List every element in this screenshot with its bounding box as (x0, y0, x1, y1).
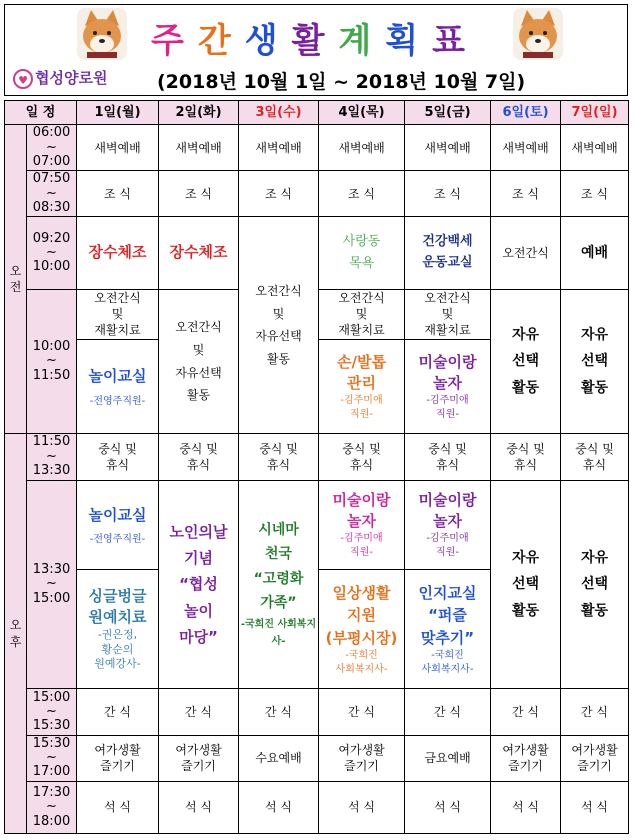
activity-cell: 새벽예배 (319, 125, 405, 171)
activity-cell: 사랑동 목욕 (319, 217, 405, 289)
pm-label: 오 후 (5, 434, 27, 834)
day-thu: 4일(목) (319, 101, 405, 125)
activity-cell: 새벽예배 (561, 125, 629, 171)
activity-cell: 중식 및 휴식 (405, 434, 491, 480)
activity-cell: 예배 (561, 217, 629, 289)
schedule-title (115, 13, 515, 62)
activity-cell: 새벽예배 (77, 125, 159, 171)
table-row (5, 781, 629, 833)
activity-cell: 새벽예배 (405, 125, 491, 171)
activity-cell: 노인의날 기념 “협성 놀이 마당” (159, 480, 239, 689)
activity-cell: 건강백세 운동교실 (405, 217, 491, 289)
activity-cell: 석 식 (239, 781, 319, 833)
day-mon: 1일(월) (77, 101, 159, 125)
day-sat: 6일(토) (491, 101, 561, 125)
activity-cell: 장수체조 (77, 217, 159, 289)
activity-cell: 놀이교실 -전영주직원- 싱글벙글 원예치료 -권은정, 황순의 원예강사- (77, 480, 159, 689)
table-row (5, 125, 629, 171)
activity-cell: 석 식 (491, 781, 561, 833)
time-cell: 15:30 ~ 17:00 (27, 735, 77, 781)
activity-cell: 여가생활 즐기기 (77, 735, 159, 781)
table-row (5, 480, 629, 689)
am-label: 오 전 (5, 125, 27, 434)
activity-cell: 석 식 (319, 781, 405, 833)
time-cell: 17:30 ~ 18:00 (27, 781, 77, 833)
activity-cell: 조 식 (319, 171, 405, 217)
table-row (5, 434, 629, 480)
time-cell: 13:30 ~ 15:00 (27, 480, 77, 689)
day-header-row (5, 101, 629, 125)
activity-cell: 조 식 (405, 171, 491, 217)
table-row (5, 689, 629, 735)
activity-cell: 오전간식 및 자유선택 활동 (159, 289, 239, 434)
activity-cell: 석 식 (405, 781, 491, 833)
activity-cell: 중식 및 휴식 (561, 434, 629, 480)
activity-cell: 조 식 (77, 171, 159, 217)
title-char: 계 (338, 21, 386, 61)
activity-cell: 손/발톱 관리 -김주미애 직원- (319, 339, 405, 433)
org-logo (13, 67, 107, 89)
activity-cell: 중식 및 휴식 (491, 434, 561, 480)
time-cell: 09:20 ~ 10:00 (27, 217, 77, 289)
schedule-header (4, 4, 628, 96)
activity-cell: 자유 선택 활동 (561, 480, 629, 689)
activity-cell: 시네마 천국 “고령화 가족” -국희진 사회복지사- (239, 480, 319, 689)
activity-cell: 오전간식 (491, 217, 561, 289)
activity-cell: 오전간식 및 재활치료 (405, 289, 491, 339)
schedule-label: 일 정 (5, 101, 77, 125)
title-char: 생 (244, 21, 292, 61)
weekly-schedule-table (4, 100, 629, 834)
table-row (5, 735, 629, 781)
activity-cell: 조 식 (239, 171, 319, 217)
activity-cell: 간 식 (239, 689, 319, 735)
activity-cell: 새벽예배 (159, 125, 239, 171)
activity-cell: 금요예배 (405, 735, 491, 781)
day-wed: 3일(수) (239, 101, 319, 125)
title-char: 표 (432, 21, 479, 61)
activity-cell: 중식 및 휴식 (239, 434, 319, 480)
activity-cell: 간 식 (561, 689, 629, 735)
activity-cell: 장수체조 (159, 217, 239, 289)
activity-cell: 미술이랑 놀자 -김주미애 직원- 일상생활 지원 (부평시장) -국희진 사회복지사- (319, 480, 405, 689)
time-cell: 11:50 ~ 13:30 (27, 434, 77, 480)
activity-cell: 미술이랑 놀자 -김주미애 직원- (405, 339, 491, 433)
activity-cell: 오전간식 및 재활치료 (77, 289, 159, 339)
activity-cell: 여가생활 즐기기 (561, 735, 629, 781)
activity-cell: 간 식 (405, 689, 491, 735)
activity-cell: 여가생활 즐기기 (491, 735, 561, 781)
activity-cell: 조 식 (159, 171, 239, 217)
activity-cell: 수요예배 (239, 735, 319, 781)
day-sun: 7일(일) (561, 101, 629, 125)
activity-cell: 자유 선택 활동 (491, 480, 561, 689)
activity-cell: 간 식 (159, 689, 239, 735)
table-row (5, 217, 629, 289)
time-cell: 10:00 ~ 11:50 (27, 289, 77, 434)
activity-cell: 간 식 (77, 689, 159, 735)
activity-cell: 조 식 (561, 171, 629, 217)
activity-cell: 간 식 (491, 689, 561, 735)
day-fri: 5일(금) (405, 101, 491, 125)
shiba-dog-image-right (513, 8, 563, 60)
activity-cell: 새벽예배 (239, 125, 319, 171)
activity-cell: 석 식 (159, 781, 239, 833)
title-char: 주 (150, 21, 198, 61)
table-row (5, 171, 629, 217)
heart-logo-icon: ♥ (13, 69, 33, 89)
activity-cell: 간 식 (319, 689, 405, 735)
title-char: 활 (291, 21, 339, 61)
activity-cell: 자유 선택 활동 (491, 289, 561, 434)
title-char: 간 (197, 21, 245, 61)
activity-cell: 중식 및 휴식 (319, 434, 405, 480)
time-cell: 15:00 ~ 15:30 (27, 689, 77, 735)
activity-cell: 자유 선택 활동 (561, 289, 629, 434)
activity-cell: 석 식 (77, 781, 159, 833)
activity-cell: 미술이랑 놀자 -김주미애 직원- 인지교실 “퍼즐 맞추기” -국희진 사회복지사- (405, 480, 491, 689)
activity-cell: 중식 및 휴식 (77, 434, 159, 480)
time-cell: 06:00 ~ 07:00 (27, 125, 77, 171)
schedule-period: (2018년 10월 1일 ~ 2018년 10월 7일) (157, 71, 526, 93)
title-char: 획 (385, 21, 433, 61)
activity-cell: 놀이교실 -전영주직원- (77, 339, 159, 433)
activity-cell: 석 식 (561, 781, 629, 833)
activity-cell: 오전간식 및 자유선택 활동 (239, 217, 319, 434)
activity-cell: 새벽예배 (491, 125, 561, 171)
activity-cell: 오전간식 및 재활치료 (319, 289, 405, 339)
activity-cell: 여가생활 즐기기 (319, 735, 405, 781)
time-cell: 07:50 ~ 08:30 (27, 171, 77, 217)
org-name: 협성양로원 (35, 69, 108, 87)
activity-cell: 여가생활 즐기기 (159, 735, 239, 781)
activity-cell: 중식 및 휴식 (159, 434, 239, 480)
day-tue: 2일(화) (159, 101, 239, 125)
activity-cell: 조 식 (491, 171, 561, 217)
